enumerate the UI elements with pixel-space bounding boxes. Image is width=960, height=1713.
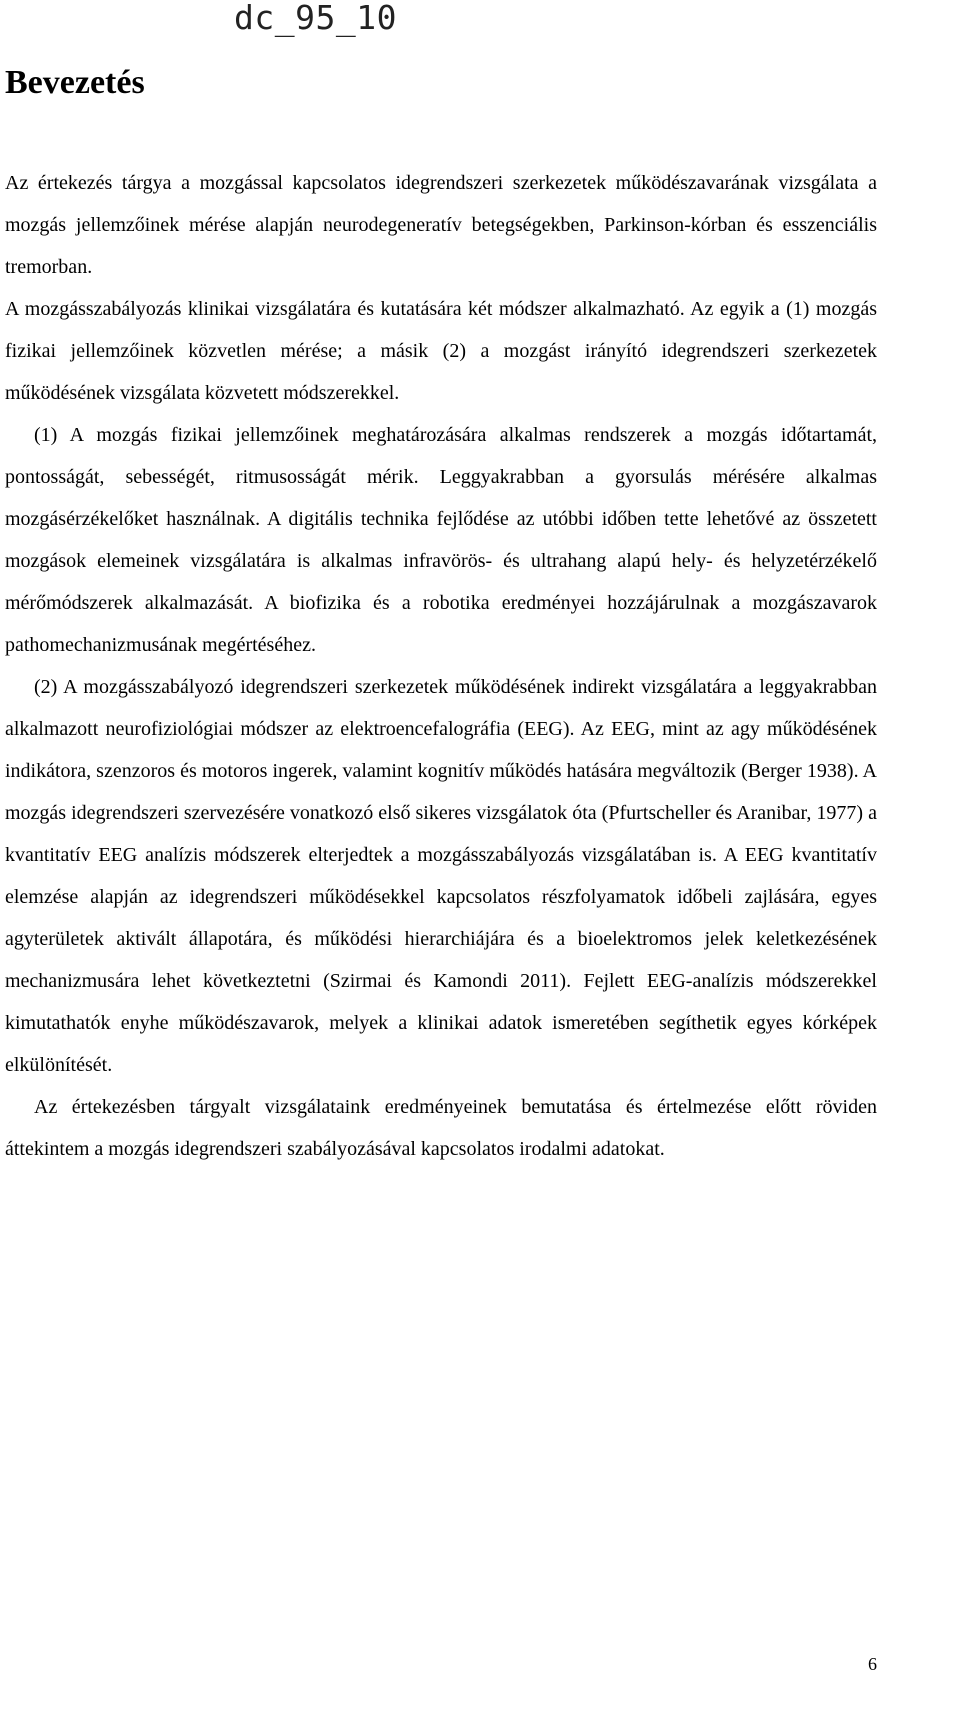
paragraph-physical-measurement: (1) A mozgás fizikai jellemzőinek meghatározására alkalmas rendszerek a mozgás időtartamát, pontosságát, sebességét, ritmusosságát mérik. Leggyakrabban a gyorsulás mérésére alkalmas mozgásérzékelőket használnak. A digitális technika fejlődése az utóbbi időben tette lehetővé az összetett mozgások elemeinek vizsgálatára is alkalmas infravörös- és ultrahang alapú hely- és helyzetérzékelő mérőmódszerek alkalmazását. A biofizika és a robotika eredményei hozzájárulnak a mozgászavarok pathomechanizmusának megértéséhez. [5, 424, 877, 656]
paragraph-methods: A mozgásszabályozás klinikai vizsgálatára és kutatására két módszer alkalmazható. Az egyik a (1) mozgás fizikai jellemzőinek közvetlen mérése; a másik (2) a mozgást irányító idegrendszeri szerkezetek működésének vizsgálata közvetett módszerekkel. [5, 298, 877, 404]
document-code: dc_95_10 [234, 0, 397, 37]
paragraph-intro: Az értekezés tárgya a mozgással kapcsolatos idegrendszeri szerkezetek működészavarának vizsgálata a mozgás jellemzőinek mérése alapján neurodegeneratív betegségekben, Parkinson-kórban és esszenciális tremorban. [5, 172, 877, 278]
paragraph-overview: Az értekezésben tárgyalt vizsgálataink eredményeinek bemutatása és értelmezése előtt röviden áttekintem a mozgás idegrendszeri szabályozásával kapcsolatos irodalmi adatokat. [5, 1096, 877, 1160]
paragraph-eeg: (2) A mozgásszabályozó idegrendszeri szerkezetek működésének indirekt vizsgálatára a leggyakrabban alkalmazott neurofiziológiai módszer az elektroencefalográfia (EEG). Az EEG, mint az agy működésének indikátora, szenzoros és motoros ingerek, valamint kognitív működés hatására megváltozik (Berger 1938). A mozgás idegrendszeri szervezésére vonatkozó első sikeres vizsgálatok óta (Pfurtscheller és Aranibar, 1977) a kvantitatív EEG analízis módszerek elterjedtek a mozgásszabályozás vizsgálatában is. A EEG kvantitatív elemzése alapján az idegrendszeri működésekkel kapcsolatos részfolyamatok időbeli zajlására, egyes agyterületek aktivált állapotára, és működési hierarchiájára és a bioelektromos jelek keletkezésének mechanizmusára lehet következtetni (Szirmai és Kamondi 2011). Fejlett EEG-analízis módszerekkel kimutathatók enyhe működészavarok, melyek a klinikai adatok ismeretében segíthetik egyes kórképek elkülönítését. [5, 676, 877, 1076]
body-text [5, 162, 877, 1170]
page-number: 6 [868, 1654, 877, 1674]
page-title: Bevezetés [5, 64, 145, 101]
